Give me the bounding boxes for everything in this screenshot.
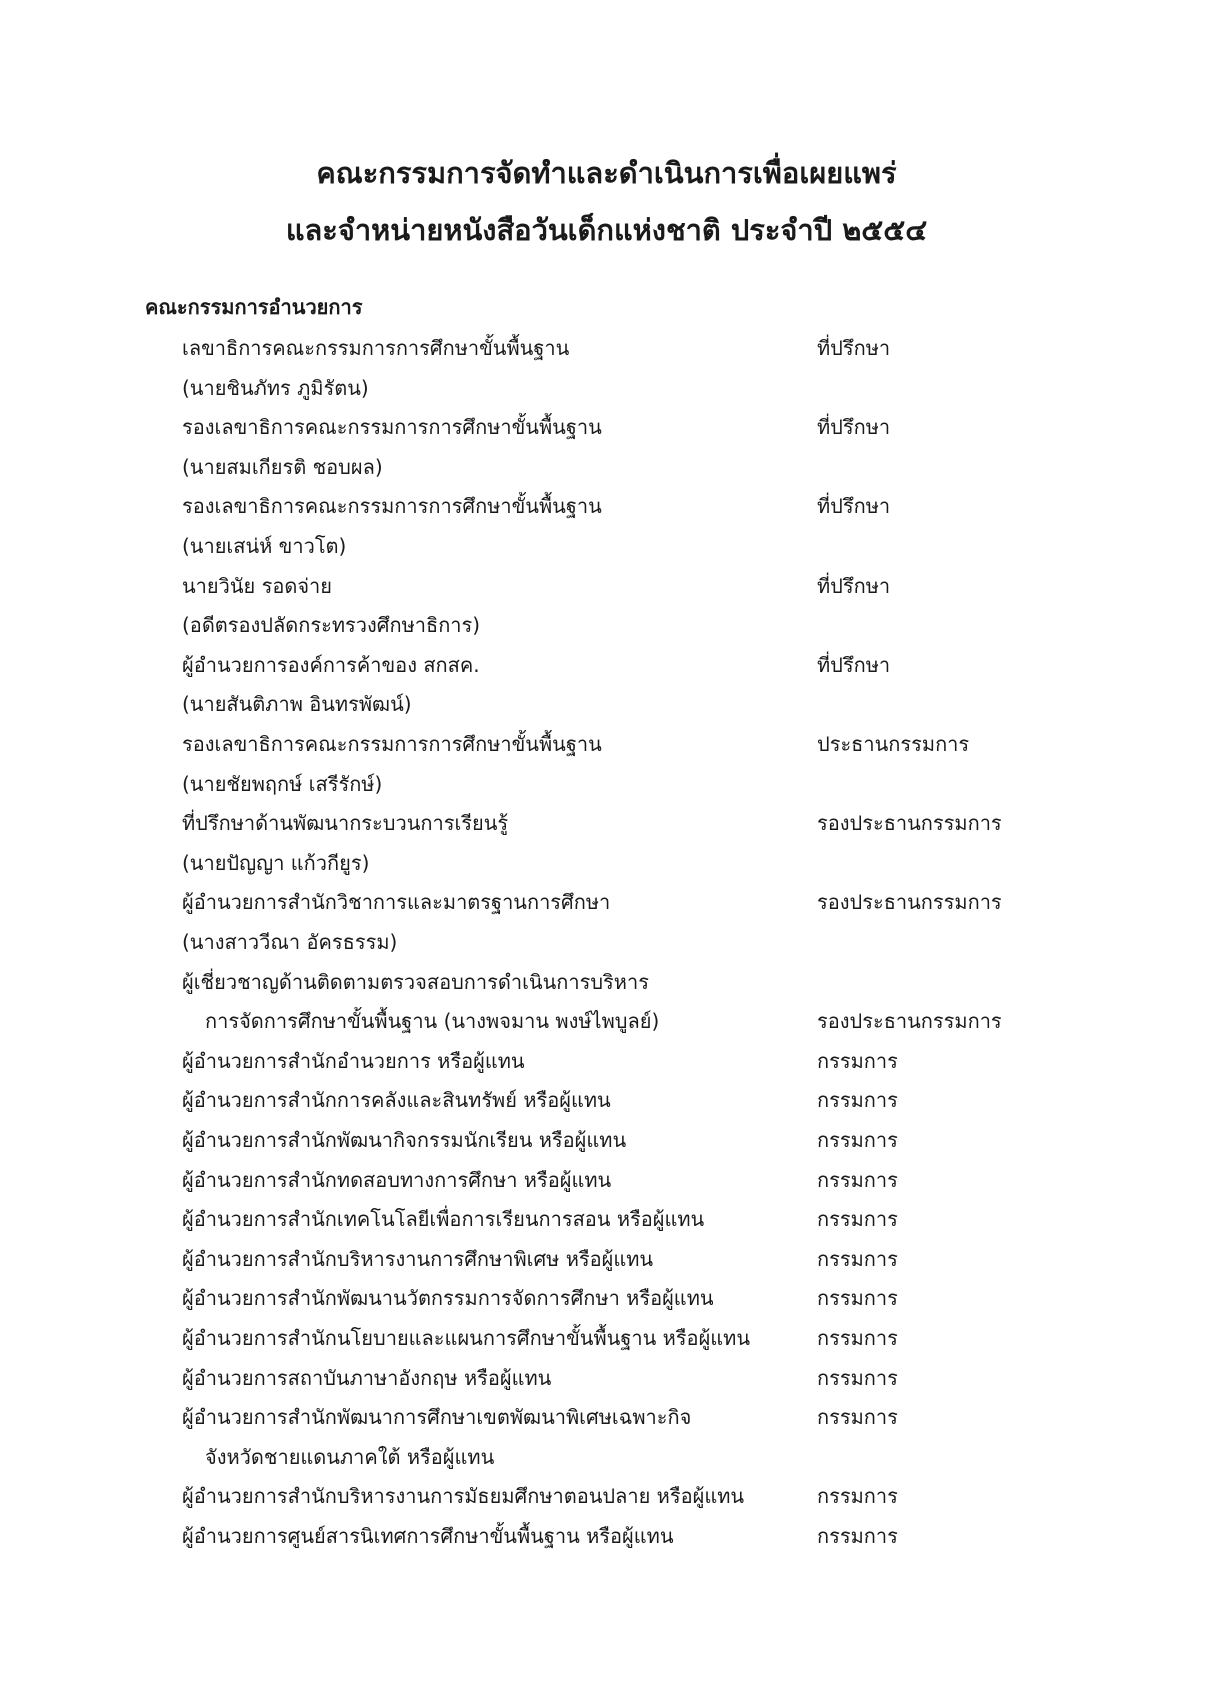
entry-text: การจัดการศึกษาขั้นพื้นฐาน (นางพจมาน พงษ์ไพบูลย์)	[205, 1009, 660, 1033]
entry-text: ผู้อำนวยการสำนักอำนวยการ หรือผู้แทน	[182, 1049, 525, 1073]
entry-role: กรรมการ	[817, 1128, 898, 1152]
entry-role: กรรมการ	[817, 1405, 898, 1429]
entry-text: ผู้อำนวยการสำนักบริหารงานการมัธยมศึกษาตอนปลาย หรือผู้แทน	[182, 1484, 745, 1508]
entry-text: ผู้อำนวยการสำนักนโยบายและแผนการศึกษาขั้นพื้นฐาน หรือผู้แทน	[182, 1326, 751, 1350]
committee-entry	[0, 449, 1213, 485]
entry-role: กรรมการ	[817, 1326, 898, 1350]
entry-text: ผู้อำนวยการองค์การค้าของ สกสค.	[182, 653, 480, 677]
entry-role: กรรมการ	[817, 1049, 898, 1073]
entry-text: ผู้อำนวยการสำนักพัฒนาการศึกษาเขตพัฒนาพิเศษเฉพาะกิจ	[182, 1405, 692, 1429]
entry-text: (อดีตรองปลัดกระทรวงศึกษาธิการ)	[182, 613, 481, 637]
committee-entry	[0, 568, 1213, 604]
committee-entry	[0, 1162, 1213, 1198]
entry-role: รองประธานกรรมการ	[817, 890, 1002, 914]
committee-entry	[0, 1122, 1213, 1158]
committee-entry	[0, 1399, 1213, 1435]
entry-role: รองประธานกรรมการ	[817, 811, 1002, 835]
entry-text: ผู้อำนวยการศูนย์สารนิเทศการศึกษาขั้นพื้นฐาน หรือผู้แทน	[182, 1524, 674, 1548]
entry-role: ประธานกรรมการ	[817, 732, 970, 756]
entry-text: ผู้อำนวยการสำนักทดสอบทางการศึกษา หรือผู้แทน	[182, 1168, 612, 1192]
entry-text: (นางสาววีณา อัครธรรม)	[182, 930, 398, 954]
entry-text: ที่ปรึกษาด้านพัฒนากระบวนการเรียนรู้	[182, 811, 509, 835]
entry-text: (นายเสน่ห์ ขาวโต)	[182, 534, 347, 558]
document-title-line-1: คณะกรรมการจัดทำและดำเนินการเพื่อเผยแพร่	[316, 156, 897, 190]
entry-text: จังหวัดชายแดนภาคใต้ หรือผู้แทน	[205, 1445, 495, 1469]
entry-role: ที่ปรึกษา	[817, 574, 891, 598]
entry-text: (นายสันติภาพ อินทรพัฒน์)	[182, 692, 412, 716]
committee-entry	[0, 1043, 1213, 1079]
committee-entry	[0, 1082, 1213, 1118]
entry-text: ผู้อำนวยการสำนักวิชาการและมาตรฐานการศึกษา	[182, 890, 611, 914]
committee-entry	[0, 370, 1213, 406]
entry-text: ผู้อำนวยการสำนักพัฒนานวัตกรรมการจัดการศึกษา หรือผู้แทน	[182, 1286, 714, 1310]
entry-text: รองเลขาธิการคณะกรรมการการศึกษาขั้นพื้นฐาน	[182, 732, 602, 756]
entry-text: นายวินัย รอดจ่าย	[182, 574, 333, 598]
committee-entry	[0, 330, 1213, 366]
committee-entry	[0, 488, 1213, 524]
entry-text: (นายชัยพฤกษ์ เสรีรักษ์)	[182, 772, 383, 796]
entry-role: กรรมการ	[817, 1088, 898, 1112]
committee-entry	[0, 924, 1213, 960]
entry-role: กรรมการ	[817, 1286, 898, 1310]
committee-entry	[0, 1320, 1213, 1356]
entry-role: ที่ปรึกษา	[817, 494, 891, 518]
entry-text: (นายชินภัทร ภูมิรัตน)	[182, 376, 369, 400]
entry-role: กรรมการ	[817, 1168, 898, 1192]
entry-text: (นายสมเกียรติ ชอบผล)	[182, 455, 383, 479]
committee-entry	[0, 1201, 1213, 1237]
entry-text: รองเลขาธิการคณะกรรมการการศึกษาขั้นพื้นฐาน	[182, 494, 602, 518]
committee-entry	[0, 647, 1213, 683]
committee-entry	[0, 1360, 1213, 1396]
entry-text: ผู้อำนวยการสำนักบริหารงานการศึกษาพิเศษ หรือผู้แทน	[182, 1247, 654, 1271]
entry-role: กรรมการ	[817, 1207, 898, 1231]
entry-text: ผู้เชี่ยวชาญด้านติดตามตรวจสอบการดำเนินการบริหาร	[182, 970, 649, 994]
entry-text: เลขาธิการคณะกรรมการการศึกษาขั้นพื้นฐาน	[182, 336, 570, 360]
document-title-line-2: และจำหน่ายหนังสือวันเด็กแห่งชาติ ประจำปี ๒๕๕๔	[285, 213, 928, 247]
committee-entry	[0, 845, 1213, 881]
entry-text: (นายปัญญา แก้วกียูร)	[182, 851, 370, 875]
committee-entry	[0, 726, 1213, 762]
entry-text: รองเลขาธิการคณะกรรมการการศึกษาขั้นพื้นฐาน	[182, 415, 602, 439]
entry-role: กรรมการ	[817, 1524, 898, 1548]
entry-text: ผู้อำนวยการสถาบันภาษาอังกฤษ หรือผู้แทน	[182, 1366, 552, 1390]
committee-entry	[0, 528, 1213, 564]
entry-role: ที่ปรึกษา	[817, 336, 891, 360]
entry-role: ที่ปรึกษา	[817, 415, 891, 439]
entry-role: กรรมการ	[817, 1247, 898, 1271]
committee-entry	[0, 805, 1213, 841]
committee-entry	[0, 607, 1213, 643]
entry-text: ผู้อำนวยการสำนักพัฒนากิจกรรมนักเรียน หรือผู้แทน	[182, 1128, 627, 1152]
committee-entry	[0, 1439, 1213, 1475]
committee-entry	[0, 964, 1213, 1000]
section-heading: คณะกรรมการอำนวยการ	[145, 295, 363, 319]
committee-entry	[0, 686, 1213, 722]
committee-entry	[0, 1478, 1213, 1514]
entry-role: กรรมการ	[817, 1366, 898, 1390]
entry-text: ผู้อำนวยการสำนักเทคโนโลยีเพื่อการเรียนการสอน หรือผู้แทน	[182, 1207, 705, 1231]
committee-entry	[0, 409, 1213, 445]
entry-role: รองประธานกรรมการ	[817, 1009, 1002, 1033]
committee-entry	[0, 1518, 1213, 1554]
committee-entry	[0, 884, 1213, 920]
entry-text: ผู้อำนวยการสำนักการคลังและสินทรัพย์ หรือผู้แทน	[182, 1088, 611, 1112]
committee-entry	[0, 766, 1213, 802]
committee-entry	[0, 1280, 1213, 1316]
committee-entry	[0, 1003, 1213, 1039]
entry-role: กรรมการ	[817, 1484, 898, 1508]
committee-entry	[0, 1241, 1213, 1277]
entry-role: ที่ปรึกษา	[817, 653, 891, 677]
